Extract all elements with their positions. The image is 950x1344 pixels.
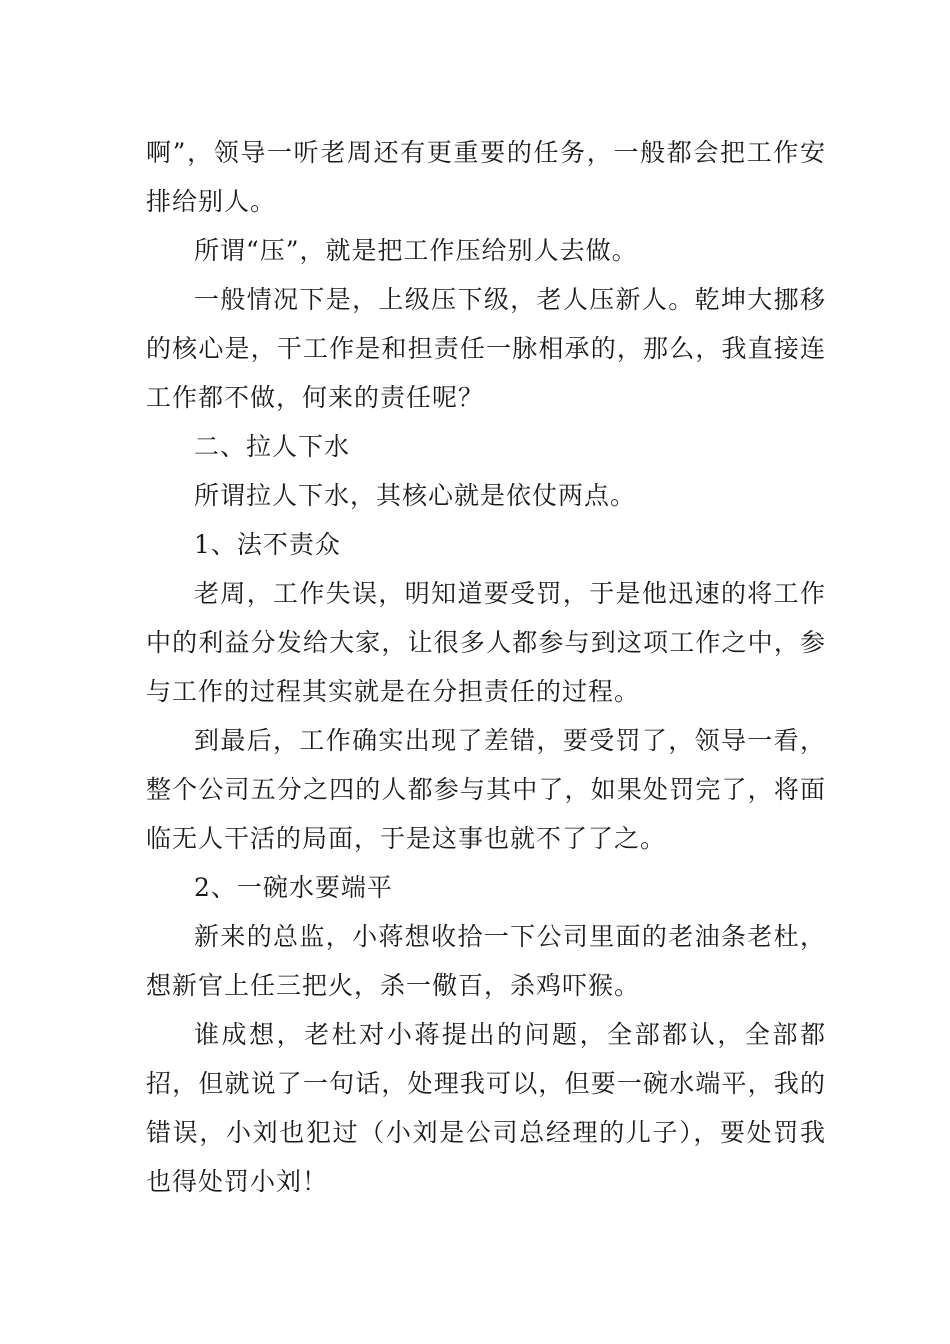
subsection-heading: 2、一碗水要端平 <box>194 873 393 902</box>
subsection-heading: 1、法不责众 <box>194 530 341 559</box>
paragraph: 谁成想，老杜对小蒋提出的问题，全部都认，全部都招，但就说了一句话，处理我可以，但要一碗水端平，我的错误，小刘也犯过（小刘是公司总经理的儿子），要处罚我也得处罚小刘！ <box>146 1020 826 1196</box>
document-body <box>146 128 826 1206</box>
paragraph: 一般情况下是，上级压下级，老人压新人。乾坤大挪移的核心是，干工作是和担责任一脉相承的，那么，我直接连工作都不做，何来的责任呢？ <box>146 285 826 412</box>
paragraph: 到最后，工作确实出现了差错，要受罚了，领导一看，整个公司五分之四的人都参与其中了，如果处罚完了，将面临无人干活的局面，于是这事也就不了了之。 <box>146 726 826 853</box>
section-heading: 二、拉人下水 <box>194 432 351 461</box>
paragraph: 老周，工作失误，明知道要受罚，于是他迅速的将工作中的利益分发给大家，让很多人都参与到这项工作之中，参与工作的过程其实就是在分担责任的过程。 <box>146 579 826 706</box>
paragraph-continuation: 啊”，领导一听老周还有更重要的任务，一般都会把工作安排给别人。 <box>146 138 826 216</box>
paragraph: 所谓“压”，就是把工作压给别人去做。 <box>194 236 638 265</box>
paragraph: 所谓拉人下水，其核心就是依仗两点。 <box>194 481 637 510</box>
paragraph: 新来的总监，小蒋想收拾一下公司里面的老油条老杜，想新官上任三把火，杀一儆百，杀鸡吓猴。 <box>146 922 826 1000</box>
